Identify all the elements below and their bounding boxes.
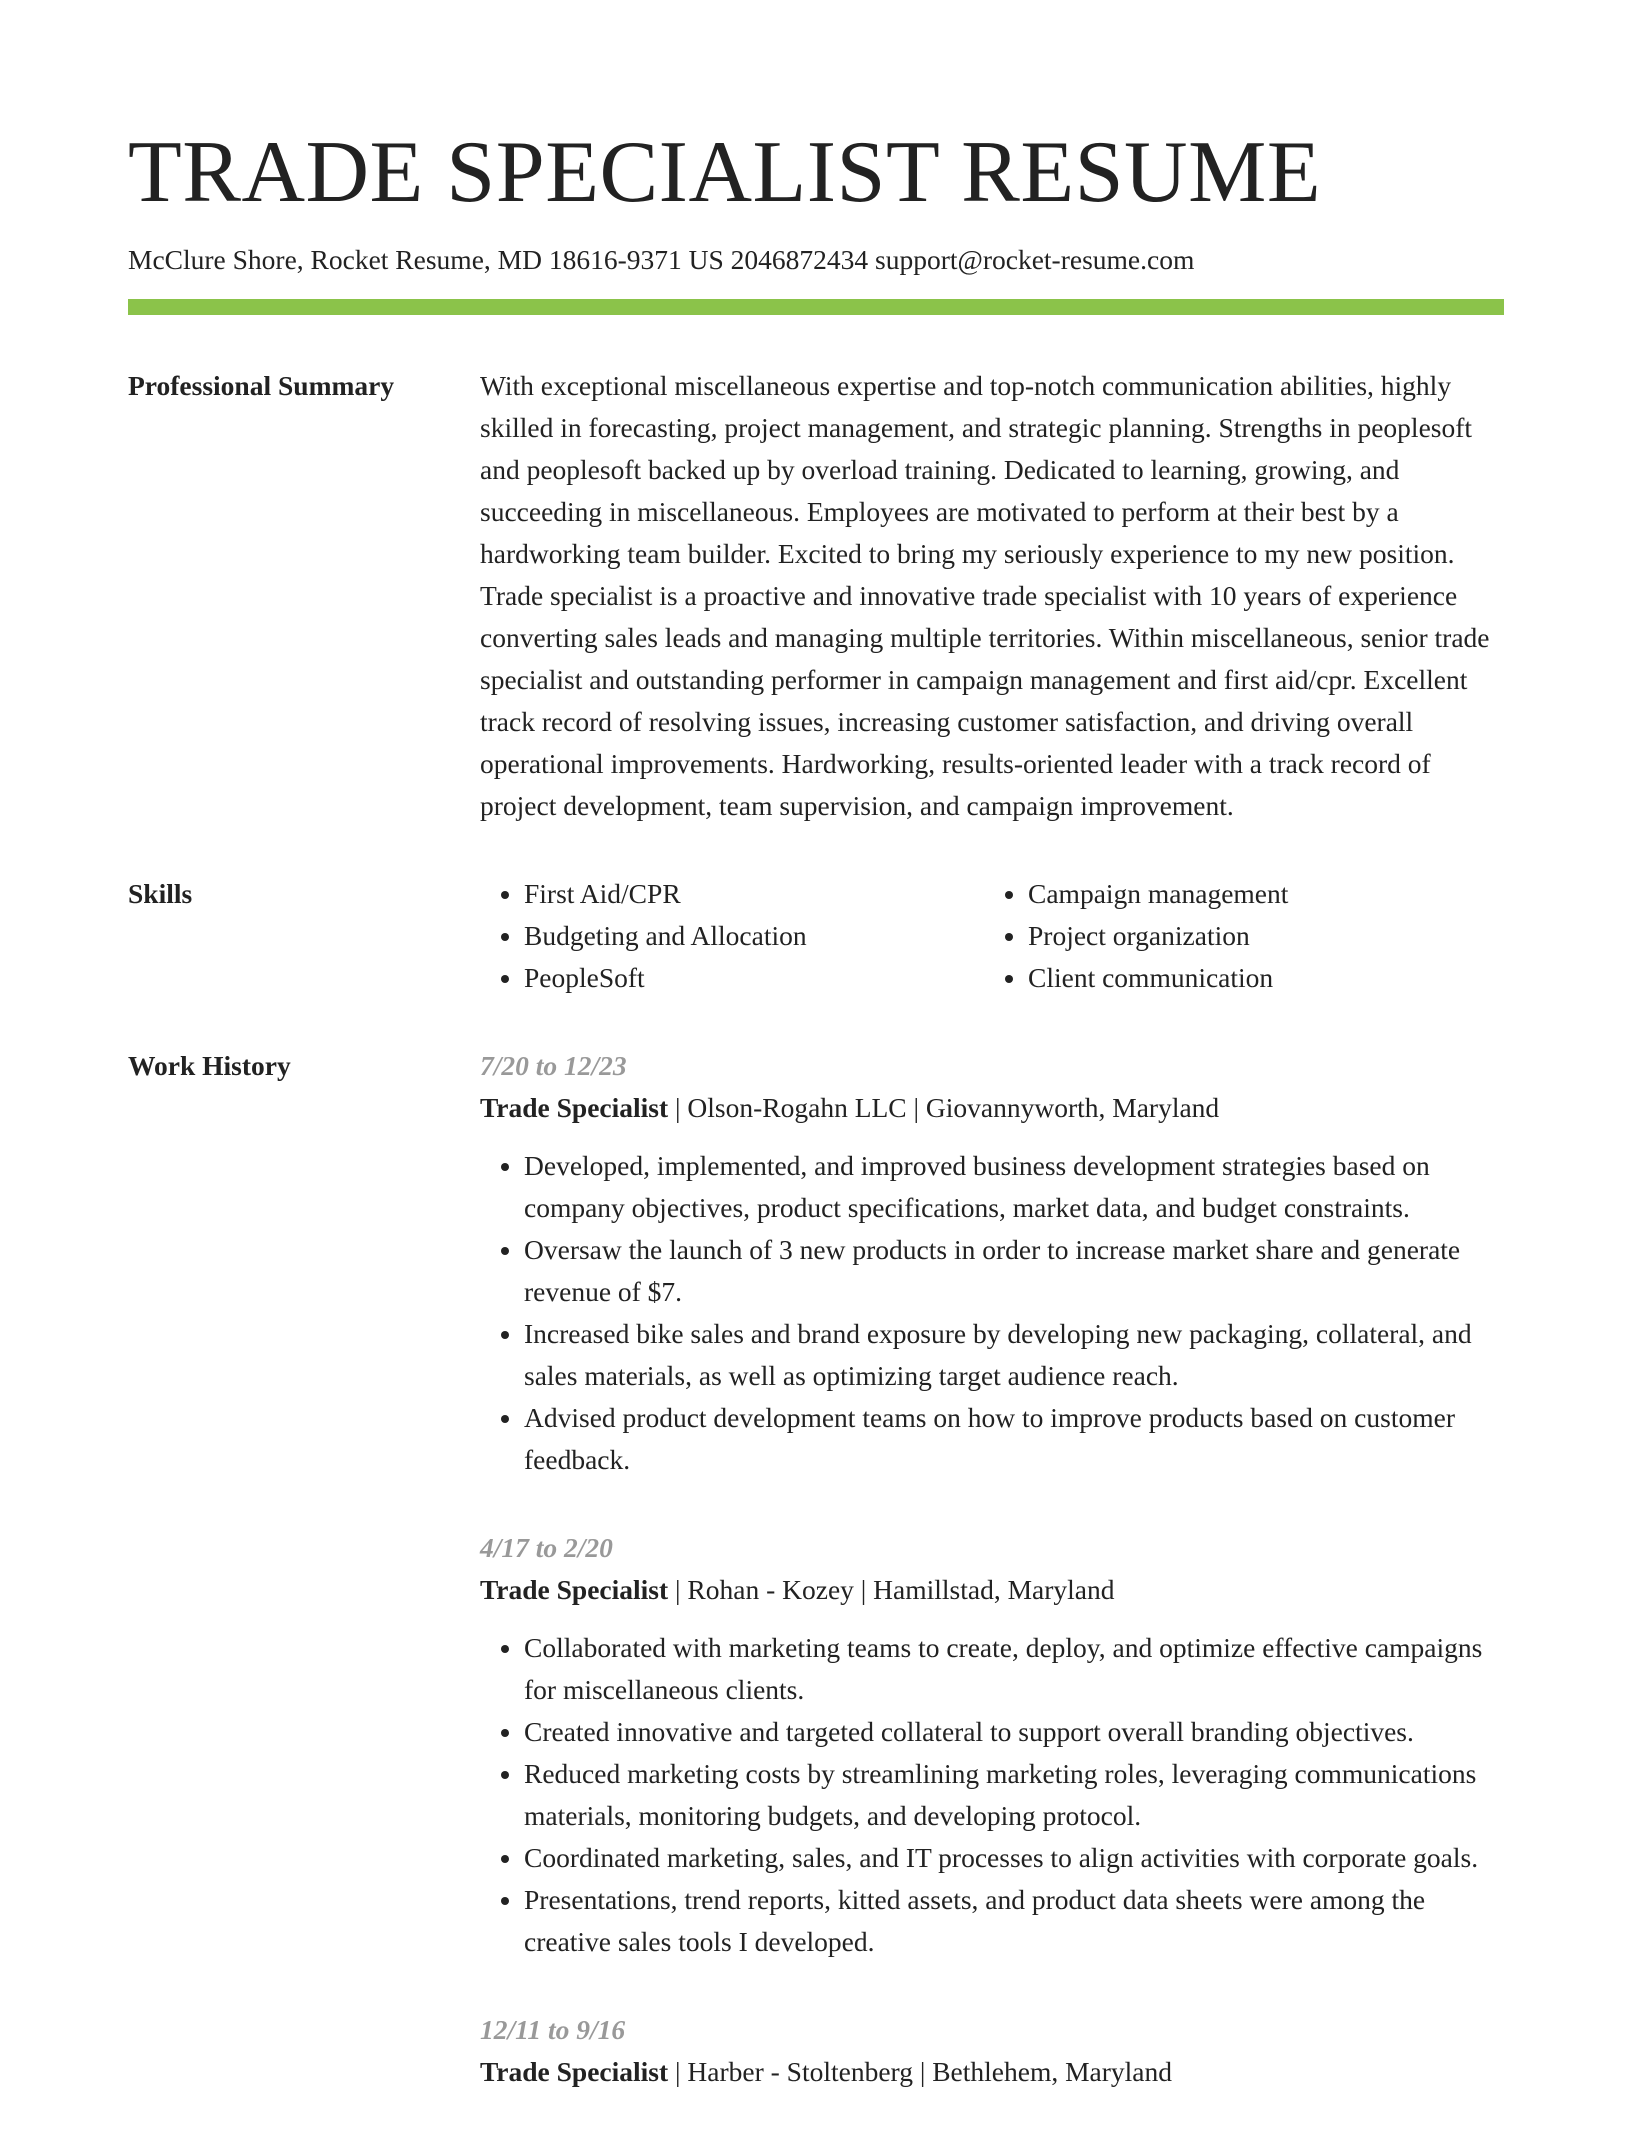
skill-item: • Project organization bbox=[1028, 915, 1504, 957]
job-bullet: • Developed, implemented, and improved business development strategies based on company objectives, product specifications, market data, and budget constraints. bbox=[524, 1145, 1504, 1229]
summary-text: With exceptional miscellaneous expertise and top-notch communication abilities, highly skilled in forecasting, project management, and strategic planning. Strengths in peoplesoft and peoplesoft backed up by overload training. Dedicated to learning, growing, and succeeding in miscellaneous. Employees are motivated to perform at their best by a hardworking team builder. Excited to bring my seriously experience to my new position. Trade specialist is a proactive and innovative trade specialist with 10 years of experience converting sales leads and managing multiple territories. Within miscellaneous, senior trade specialist and outstanding performer in campaign management and first aid/cpr. Excellent track record of resolving issues, increasing customer satisfaction, and driving overall operational improvements. Hardworking, results-oriented leader with a track record of project development, team supervision, and campaign improvement. bbox=[480, 370, 1490, 821]
section-label-summary: Professional Summary bbox=[128, 370, 395, 401]
job-bullet: • Coordinated marketing, sales, and IT processes to align activities with corporate goals. bbox=[524, 1837, 1504, 1879]
skill-item: • Client communication bbox=[1028, 957, 1504, 999]
job-company-location: | Olson-Rogahn LLC | Giovannyworth, Maryland bbox=[668, 1092, 1220, 1123]
section-label-work-history: Work History bbox=[128, 1050, 291, 1081]
job-bullets bbox=[480, 1145, 1504, 1481]
skills-list-right bbox=[984, 873, 1504, 999]
job-title: Trade Specialist bbox=[480, 2056, 669, 2087]
job-bullet: • Increased bike sales and brand exposure by developing new packaging, collateral, and sales materials, as well as optimizing target audience reach. bbox=[524, 1313, 1504, 1397]
header-accent-bar bbox=[128, 299, 1504, 315]
job-title: Trade Specialist bbox=[480, 1574, 669, 1605]
job-company-location: | Harber - Stoltenberg | Bethlehem, Maryland bbox=[668, 2056, 1173, 2087]
job-title: Trade Specialist bbox=[480, 1092, 669, 1123]
job-bullet: • Oversaw the launch of 3 new products in order to increase market share and generate revenue of $7. bbox=[524, 1229, 1504, 1313]
job-entry bbox=[480, 1527, 1504, 1963]
job-bullet: • Created innovative and targeted collateral to support overall branding objectives. bbox=[524, 1711, 1504, 1753]
job-bullet: • Collaborated with marketing teams to create, deploy, and optimize effective campaigns for miscellaneous clients. bbox=[524, 1627, 1504, 1711]
job-entry bbox=[480, 2009, 1504, 2093]
job-heading bbox=[480, 1569, 1504, 1611]
work-history-body bbox=[480, 1045, 1504, 2139]
skill-item: • Campaign management bbox=[1028, 873, 1504, 915]
job-bullet: • Presentations, trend reports, kitted assets, and product data sheets were among the creative sales tools I developed. bbox=[524, 1879, 1504, 1963]
job-company-location: | Rohan - Kozey | Hamillstad, Maryland bbox=[668, 1574, 1115, 1605]
summary-body bbox=[480, 365, 1504, 827]
job-bullet: • Advised product development teams on how to improve products based on customer feedback. bbox=[524, 1397, 1504, 1481]
contact-line: McClure Shore, Rocket Resume, MD 18616-9371 US 2046872434 support@rocket-resume.com bbox=[128, 244, 1195, 275]
professional-summary-section bbox=[128, 365, 1504, 827]
skills-list-left bbox=[480, 873, 984, 999]
section-label-skills: Skills bbox=[128, 878, 193, 909]
job-heading bbox=[480, 2051, 1504, 2093]
job-bullet: • Reduced marketing costs by streamlining marketing roles, leveraging communications materials, monitoring budgets, and developing protocol. bbox=[524, 1753, 1504, 1837]
job-dates: 12/11 to 9/16 bbox=[480, 2014, 626, 2045]
job-bullets bbox=[480, 1627, 1504, 1963]
job-heading bbox=[480, 1087, 1504, 1129]
job-dates: 7/20 to 12/23 bbox=[480, 1050, 627, 1081]
job-dates: 4/17 to 2/20 bbox=[480, 1532, 613, 1563]
resume-title: TRADE SPECIALIST RESUME bbox=[128, 124, 1322, 221]
skills-body bbox=[480, 873, 1504, 999]
skills-section bbox=[128, 873, 1504, 999]
skill-item: • Budgeting and Allocation bbox=[524, 915, 984, 957]
job-entry bbox=[480, 1045, 1504, 1481]
skill-item: • First Aid/CPR bbox=[524, 873, 984, 915]
skill-item: • PeopleSoft bbox=[524, 957, 984, 999]
work-history-section bbox=[128, 1045, 1504, 2139]
